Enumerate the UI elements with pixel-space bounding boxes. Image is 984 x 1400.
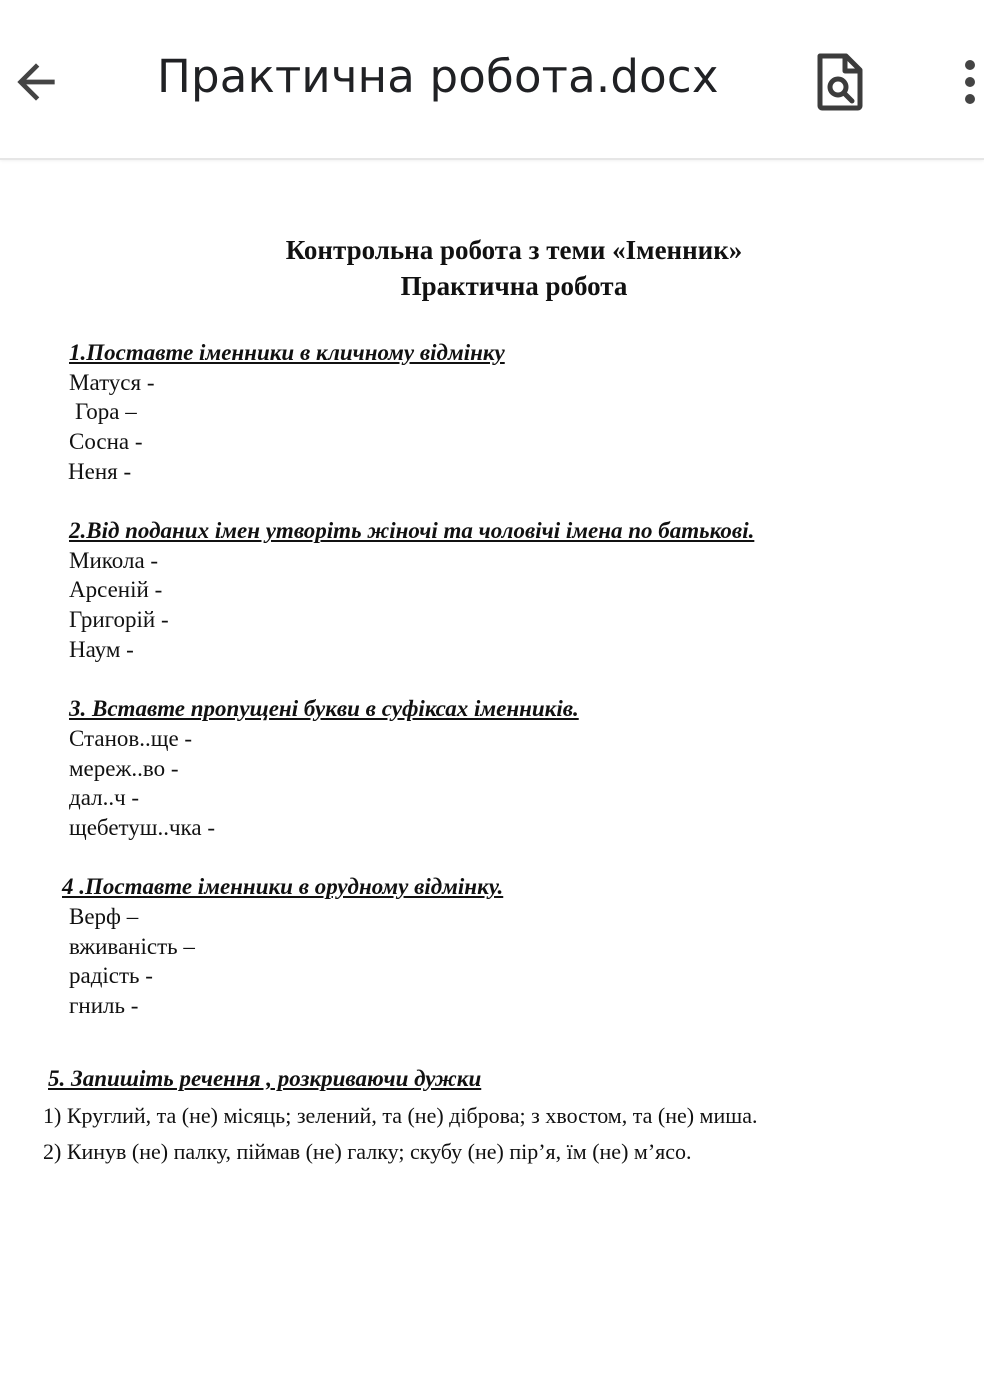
task-3-item: дал..ч - <box>69 785 140 810</box>
task-4-title: 4 .Поставте іменники в орудному відмінку. <box>62 874 504 899</box>
document-subheading: Практична робота <box>400 271 628 301</box>
task-4-item: гниль - <box>69 993 139 1018</box>
task-1-title: 1.Поставте іменники в кличному відмінку <box>69 340 505 365</box>
task-2-item: Григорій - <box>69 607 169 632</box>
task-1-item: Неня - <box>68 459 132 484</box>
task-5-sentence: 1) Круглий, та (не) місяць; зелений, та (не) діброва; з хвостом, та (не) миша. <box>43 1103 758 1128</box>
task-2-item: Микола - <box>69 548 159 573</box>
more-vert-icon <box>960 57 980 107</box>
arrow-back-icon <box>8 54 64 110</box>
task-2-item: Наум - <box>69 637 134 662</box>
task-5-sentence: 2) Кинув (не) палку, піймав (не) галку; скубу (не) пір’я, їм (не) м’ясо. <box>43 1139 692 1164</box>
task-5-title: 5. Запишіть речення , розкриваючи дужки <box>48 1066 482 1091</box>
document-heading: Контрольна робота з теми «Іменник» <box>285 235 743 265</box>
task-2-item: Арсеній - <box>69 577 163 602</box>
task-3-item: щебетуш..чка - <box>69 815 215 840</box>
document-title: Практична робота.docx <box>157 50 719 103</box>
document-page <box>0 160 984 1400</box>
more-options-button[interactable] <box>950 52 984 112</box>
top-app-bar <box>0 0 984 160</box>
task-1-item: Гора – <box>75 399 137 424</box>
task-3-item: Станов..ще - <box>69 726 193 751</box>
task-4-item: радість - <box>69 963 153 988</box>
task-1-item: Сосна - <box>69 429 143 454</box>
task-4-item: Верф – <box>69 904 139 929</box>
task-3-item: мереж..во - <box>69 756 179 781</box>
task-4-item: вживаність – <box>69 934 195 959</box>
document-search-icon <box>814 52 866 112</box>
task-1-item: Матуся - <box>69 370 155 395</box>
task-3-title: 3. Вставте пропущені букви в суфіксах іменників. <box>69 696 579 721</box>
task-2-title: 2.Від поданих імен утворіть жіночі та чоловічі імена по батькові. <box>69 518 755 543</box>
document-preview-button[interactable] <box>808 50 872 114</box>
back-button[interactable] <box>6 52 66 112</box>
